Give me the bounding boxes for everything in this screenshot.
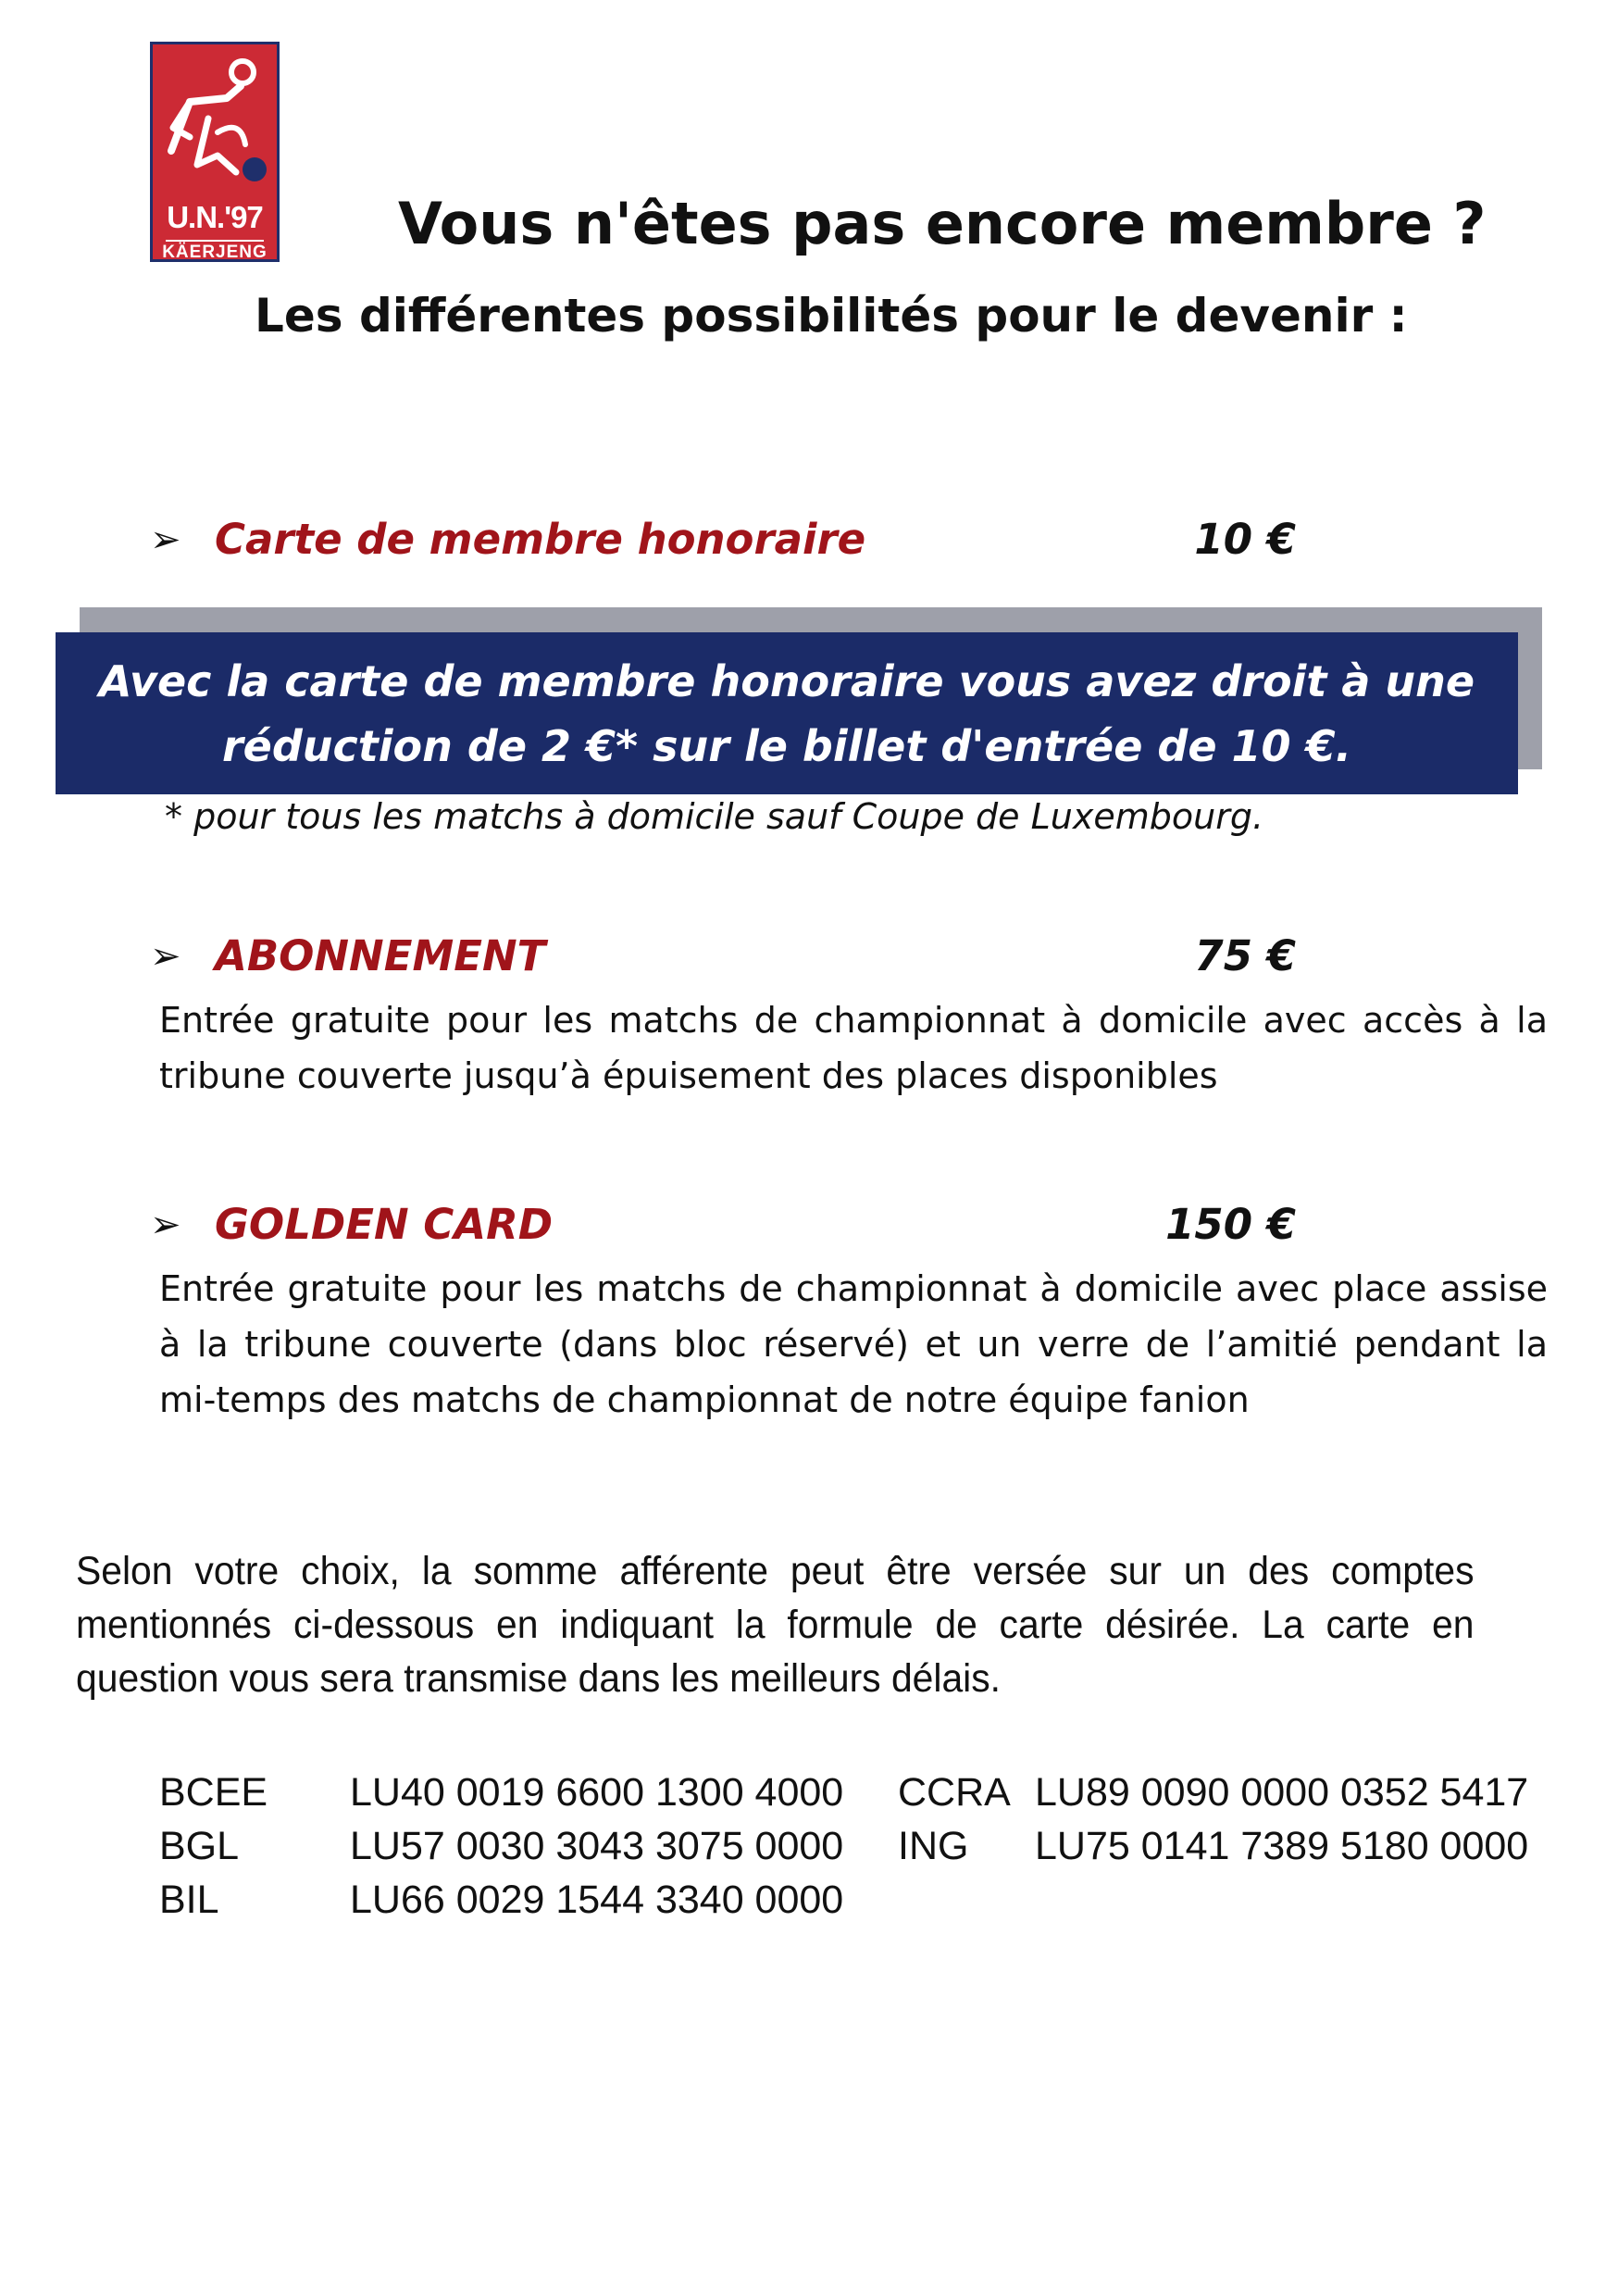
honoraire-banner [56,632,1518,794]
banner-line-2: réduction de 2 €* sur le billet d'entrée de 10 €. [221,721,1352,771]
option-abonnement-price: 75 € [1194,931,1296,980]
bank-name: CCRA [898,1770,1011,1815]
bank-name: BCEE [159,1770,268,1815]
bank-iban: LU75 0141 7389 5180 0000 [1035,1824,1529,1868]
arrow-bullet-icon: ➢ [150,519,181,560]
payment-instructions: Selon votre choix, la somme afférente peut être versée sur un des comptes mentionnés ci-dessous en indiquant la formule de carte désirée. La carte en question vous sera transmise dans les meilleurs délais. [76,1549,1475,1701]
page-title: Vous n'êtes pas encore membre ? [398,190,1487,257]
arrow-bullet-icon: ➢ [150,1204,181,1245]
logo-club-name: U.N.'97 [167,200,263,234]
club-logo [150,42,280,262]
logo-divider [166,240,264,242]
honoraire-footnote: * pour tous les matchs à domicile sauf Coupe de Luxembourg. [165,796,1264,837]
bank-iban: LU40 0019 6600 1300 4000 [350,1770,844,1815]
option-golden-title: GOLDEN CARD [215,1200,554,1249]
option-honoraire-title: Carte de membre honoraire [215,515,866,564]
option-golden-description: Entrée gratuite pour les matchs de championnat à domicile avec place assise à la tribune couverte (dans bloc réservé) et un verre de l’amitié pendant la mi-temps des matchs de championnat de notre équipe fanion [159,1268,1548,1420]
bank-name: ING [898,1824,969,1868]
bank-name: BIL [159,1878,219,1922]
logo-city: KÄERJENG [162,243,268,262]
bank-iban: LU66 0029 1544 3340 0000 [350,1878,844,1922]
bank-iban: LU57 0030 3043 3075 0000 [350,1824,844,1868]
page-subtitle: Les différentes possibilités pour le devenir : [255,289,1408,343]
option-golden-price: 150 € [1165,1200,1296,1249]
option-honoraire-price: 10 € [1194,515,1296,564]
player-figure-icon [153,44,277,197]
arrow-bullet-icon: ➢ [150,936,181,977]
bank-name: BGL [159,1824,240,1868]
option-abonnement-title: ABONNEMENT [215,931,546,980]
bank-iban: LU89 0090 0000 0352 5417 [1035,1770,1529,1815]
option-abonnement-description: Entrée gratuite pour les matchs de championnat à domicile avec accès à la tribune couverte jusqu’à épuisement des places disponibles [159,1000,1548,1096]
banner-line-1: Avec la carte de membre honoraire vous avez droit à une [98,656,1475,706]
